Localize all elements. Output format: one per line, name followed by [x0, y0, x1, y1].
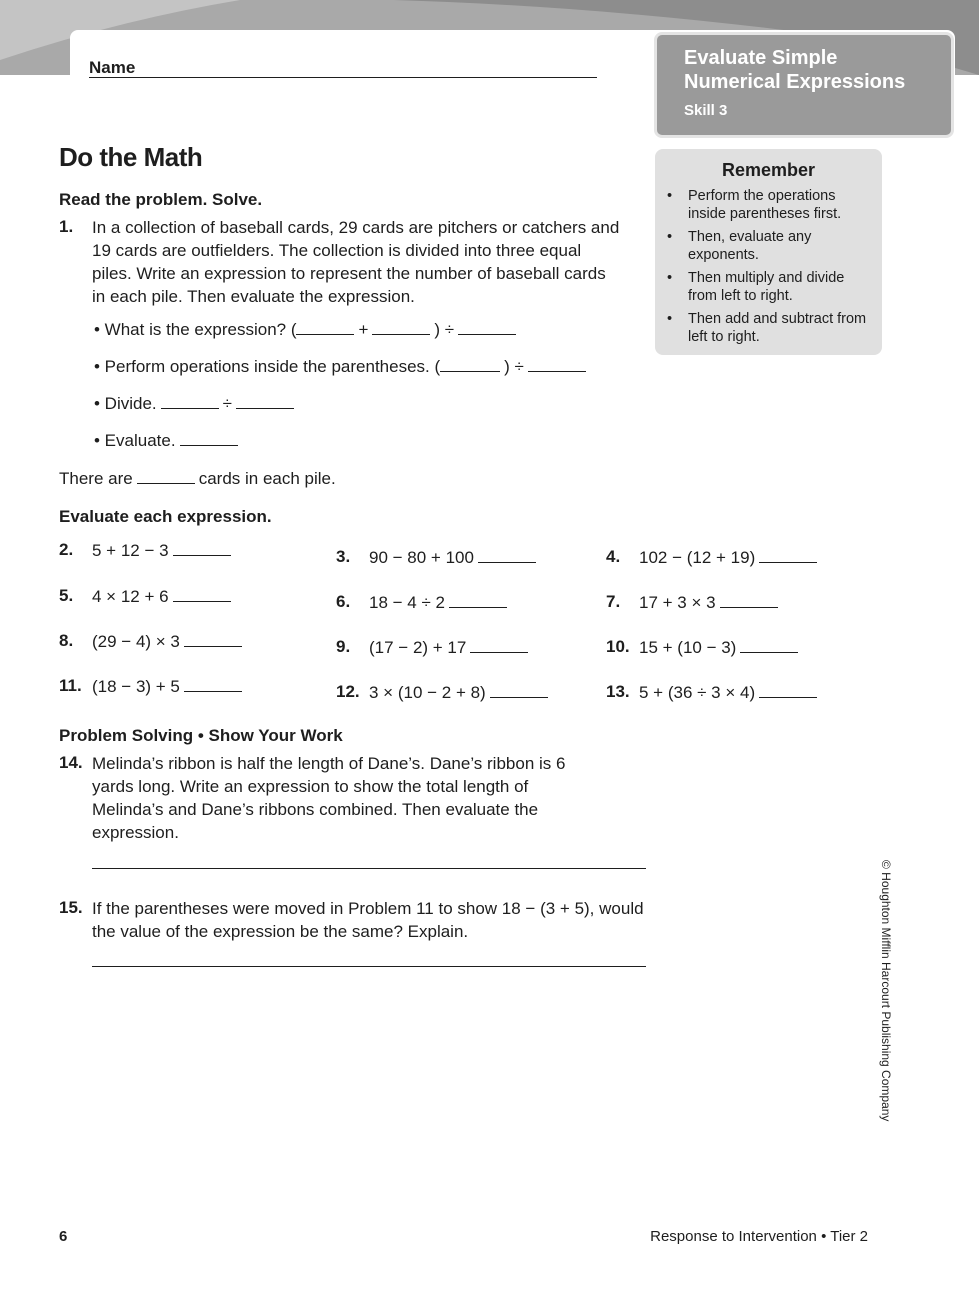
answer-blank[interactable] [173, 600, 231, 602]
expression: (18 − 3) + 5 [92, 675, 246, 698]
item-number: 9. [336, 637, 351, 656]
expression: 15 + (10 − 3) [639, 636, 802, 659]
remember-item: • Then add and subtract from left to right. [667, 311, 867, 345]
conclusion: There are cards in each pile. [59, 469, 336, 488]
copyright: © Houghton Mifflin Harcourt Publishing Company [879, 860, 893, 1122]
step-evaluate: • Evaluate. [94, 429, 242, 452]
expression: 4 × 12 + 6 [92, 585, 235, 608]
skill-title-line1: Evaluate Simple [684, 47, 838, 69]
problem-14-number: 14. [59, 753, 83, 772]
answer-blank[interactable] [161, 407, 219, 409]
problem-15-number: 15. [59, 898, 83, 917]
remember-item: • Perform the operations inside parentheses first. [667, 188, 842, 222]
answer-blank[interactable] [137, 482, 195, 484]
item-number: 11. [59, 676, 82, 695]
answer-blank[interactable] [759, 561, 817, 563]
skill-box [654, 32, 954, 138]
answer-blank[interactable] [296, 333, 354, 335]
problem-15-text: If the parentheses were moved in Problem 11 to show 18 − (3 + 5), would the value of the expression be the same? Explain. [92, 899, 644, 941]
item-number: 10. [606, 637, 630, 656]
remember-item: • Then, evaluate any exponents. [667, 229, 812, 263]
answer-blank[interactable] [449, 606, 507, 608]
expression: 18 − 4 ÷ 2 [369, 591, 511, 614]
answer-blank[interactable] [180, 444, 238, 446]
answer-blank[interactable] [759, 696, 817, 698]
answer-blank[interactable] [528, 370, 586, 372]
expression: (17 − 2) + 17 [369, 636, 532, 659]
remember-box [655, 149, 882, 355]
page-number: 6 [59, 1228, 68, 1245]
expression: 90 − 80 + 100 [369, 546, 540, 569]
answer-blank[interactable] [173, 554, 231, 556]
item-number: 7. [606, 592, 621, 611]
answer-blank[interactable] [490, 696, 548, 698]
expression: 5 + 12 − 3 [92, 539, 235, 562]
answer-blank[interactable] [478, 561, 536, 563]
problem-14-text: Melinda’s ribbon is half the length of Dane’s. Dane’s ribbon is 6 yards long. Write an expression to show the total length of Melinda’s and Dane’s ribbons combined. Then evaluate the expression. [92, 754, 566, 842]
page-title: Do the Math [59, 142, 203, 172]
answer-blank[interactable] [458, 333, 516, 335]
step-expression: • What is the expression? ( + ) ÷ [94, 318, 520, 341]
answer-blank[interactable] [720, 606, 778, 608]
problem-1-number: 1. [59, 217, 74, 236]
answer-blank[interactable] [184, 690, 242, 692]
remember-title: Remember [721, 160, 816, 180]
item-number: 3. [336, 547, 351, 566]
part1-instruction: Read the problem. Solve. [59, 190, 263, 209]
expression: (29 − 4) × 3 [92, 630, 246, 653]
item-number: 8. [59, 631, 74, 650]
expression: 3 × (10 − 2 + 8) [369, 681, 552, 704]
part3-instruction: Problem Solving • Show Your Work [59, 726, 343, 745]
item-number: 12. [336, 682, 360, 701]
answer-blank[interactable] [440, 370, 500, 372]
item-number: 2. [59, 540, 74, 559]
name-label: Name [89, 58, 136, 77]
answer-blank[interactable] [740, 651, 798, 653]
name-input-line[interactable] [89, 77, 597, 78]
step-divide: • Divide. ÷ [94, 392, 298, 415]
remember-list [667, 187, 875, 351]
expression: 5 + (36 ÷ 3 × 4) [639, 681, 821, 704]
item-number: 6. [336, 592, 351, 611]
expression: 102 − (12 + 19) [639, 546, 821, 569]
answer-blank[interactable] [372, 333, 430, 335]
remember-item: • Then multiply and divide from left to right. [667, 270, 845, 304]
footer-series: Response to Intervention • Tier 2 [650, 1228, 868, 1245]
problem-1-text: In a collection of baseball cards, 29 cards are pitchers or catchers and 19 cards are outfielders. The collection is divided into three equal piles. Write an expression to represent the number of baseball cards in each pile. Then evaluate the expression. [92, 218, 620, 306]
step-parentheses: • Perform operations inside the parentheses. ( ) ÷ [94, 355, 590, 378]
part2-instruction: Evaluate each expression. [59, 507, 272, 526]
answer-blank[interactable] [184, 645, 242, 647]
item-number: 4. [606, 547, 621, 566]
item-number: 5. [59, 586, 74, 605]
answer-line[interactable] [92, 966, 646, 967]
answer-blank[interactable] [470, 651, 528, 653]
answer-line[interactable] [92, 868, 646, 869]
skill-number: Skill 3 [684, 102, 728, 119]
answer-blank[interactable] [236, 407, 294, 409]
skill-title-line2: Numerical Expressions [684, 71, 906, 93]
expression: 17 + 3 × 3 [639, 591, 782, 614]
item-number: 13. [606, 682, 630, 701]
